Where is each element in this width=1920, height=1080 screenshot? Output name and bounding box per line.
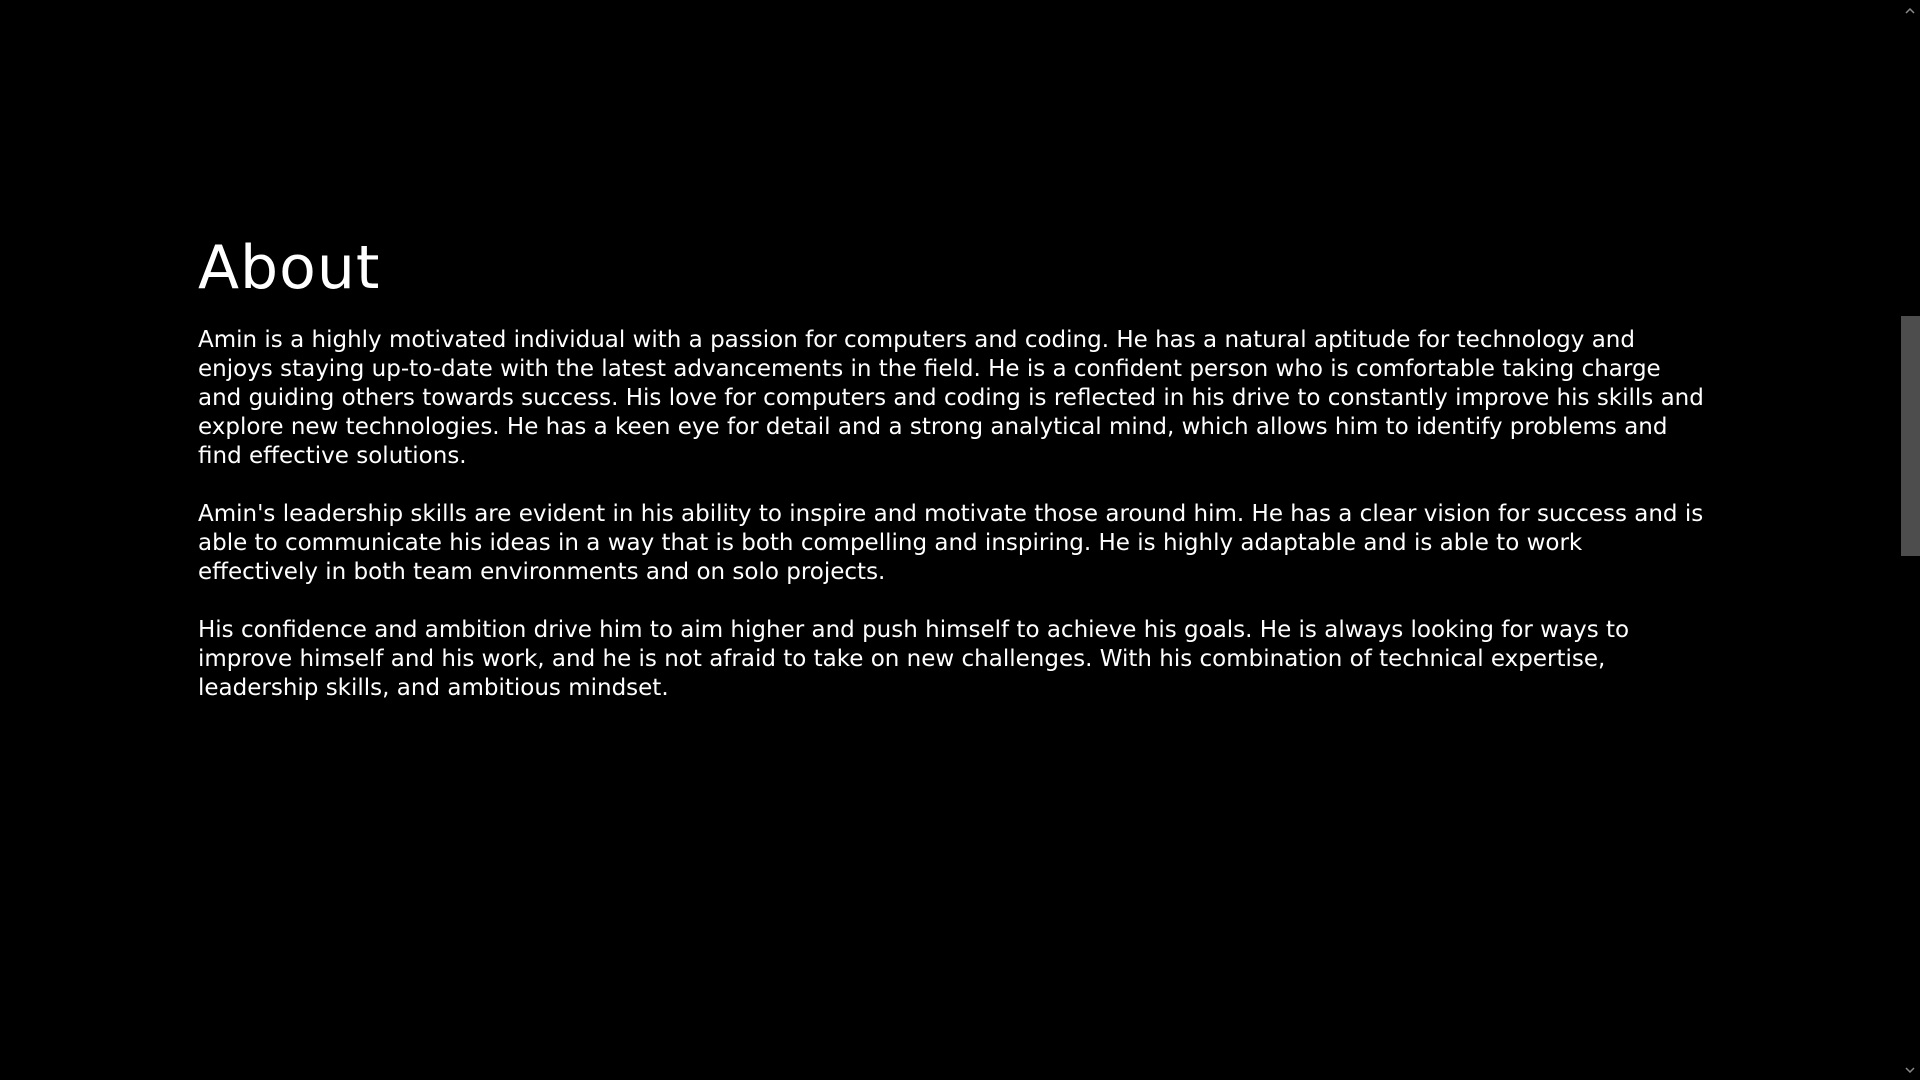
about-section	[198, 232, 1708, 732]
chevron-down-icon[interactable]	[1899, 1059, 1920, 1080]
about-paragraph-3: His confidence and ambition drive him to aim higher and push himself to achieve his goals. He is always looking for ways to improve himself and his work, and he is not afraid to take on new challenges. With his combination of technical expertise, leadership skills, and ambitious mindset.	[198, 617, 1630, 701]
about-paragraph-2: Amin's leadership skills are evident in his ability to inspire and motivate those around him. He has a clear vision for success and is able to communicate his ideas in a way that is both compelling and inspiring. He is highly adaptable and is able to work effectively in both team environments and on solo projects.	[198, 501, 1704, 585]
vertical-scrollbar[interactable]	[1899, 0, 1920, 1080]
about-paragraph-1: Amin is a highly motivated individual with a passion for computers and coding. He has a natural aptitude for technology and enjoys staying up-to-date with the latest advancements in the field. He is a confident person who is comfortable taking charge and guiding others towards success. His love for computers and coding is reflected in his drive to constantly improve his skills and explore new technologies. He has a keen eye for detail and a strong analytical mind, which allows him to identify problems and find effective solutions.	[198, 327, 1704, 469]
chevron-up-icon[interactable]	[1899, 0, 1920, 21]
about-title: About	[198, 233, 381, 303]
scrollbar-thumb[interactable]	[1901, 316, 1920, 556]
